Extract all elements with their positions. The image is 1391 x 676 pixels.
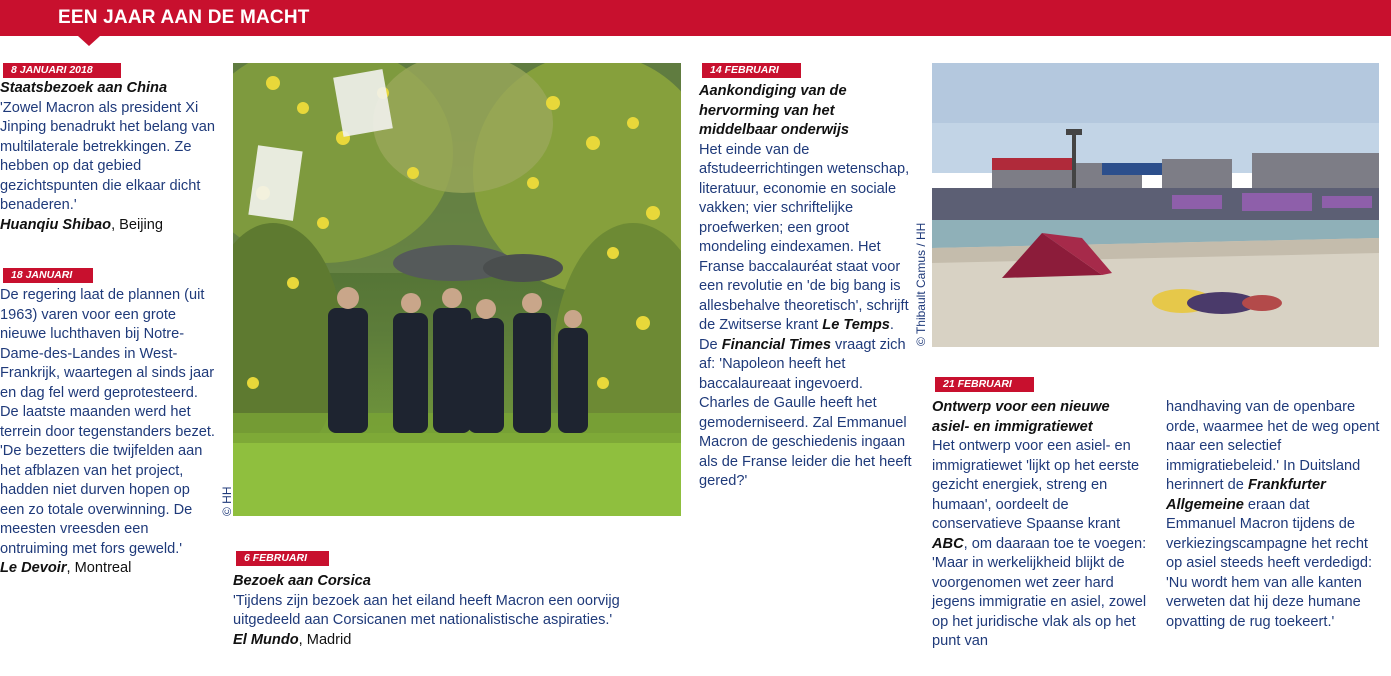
date-tag: 18 JANUARI [3, 268, 93, 283]
entry-source: Le Devoir [0, 560, 67, 576]
orchard-illustration [233, 63, 681, 516]
entry-heading: Staatsbezoek aan China [0, 80, 168, 96]
section-title: EEN JAAR AAN DE MACHT [58, 7, 310, 28]
entry-body: 'Tijdens zijn bezoek aan het eiland heeft Macron een oorvijg uitgedeeld aan Corsicanen met nationalistische aspiraties.' [233, 592, 620, 628]
entry-body: 'Zowel Macron als president Xi Jinping benadrukt het belang van multilaterale betrekkingen. Ze hebben op dat gebied gezichtspunten die elkaar dicht benaderen.' [0, 99, 216, 213]
section-banner [0, 0, 1391, 36]
entry-source: Frankfurter Allgemeine [1166, 477, 1326, 513]
entry-place: , Madrid [298, 631, 352, 648]
entry-place: , Beijing [111, 216, 163, 233]
entry-china [0, 79, 215, 235]
date-tag: 21 FEBRUARI [935, 377, 1034, 392]
entry-source: El Mundo [233, 631, 299, 648]
photo-orchard [233, 63, 681, 516]
entry-source: Le Temps [822, 317, 890, 333]
entry-body: Het einde van de afstudeerrichtingen wetenschap, literatuur, economie en sociale vakken; vier schriftelijke proefwerken; een groot mondeling eindexamen. Het Franse baccalauréat staat voor een revolutie en 'de big bang is allesbehalve theoretisch', schrijft de Zwitserse krant [699, 141, 910, 333]
entry-body-connector: . De [699, 317, 894, 353]
photo-credit: © Thibault Camus / HH [914, 222, 928, 346]
entry-body: handhaving van de openbare orde, waarmee het de weg opent naar een selectief immigratiebeleid.' In Duitsland herinnert de [1166, 399, 1380, 493]
date-tag: 8 JANUARI 2018 [3, 63, 121, 78]
photo-credit: © HH [220, 486, 234, 516]
entry-education [699, 82, 915, 492]
entry-body: vraagt zich af: 'Napoleon heeft het baccalaureaat ingevoerd. Charles de Gaulle heeft het gemoderniseerd. Zal Emmanuel Macron de geschiedenis ingaan als de Franse leider die het heeft gered?' [699, 336, 912, 489]
entry-heading: Ontwerp voor een nieuwe asiel- en immigratiewet [932, 399, 1110, 435]
entry-source: Huanqiu Shibao [0, 216, 112, 233]
quay-illustration [932, 63, 1379, 347]
entry-body: De regering laat de plannen (uit 1963) varen voor een grote nieuwe luchthaven bij Notre-Dame-des-Landes in West-Frankrijk, waartegen al sinds jaar en dag fel werd geprotesteerd. De laatste maanden werd het terrein door tegenstanders bezet. 'De bezetters die twijfelden aan het afblazen van het project, hadden niet durven hopen op een zo totale overwinning. De meesten vreesden een ontruiming met fors geweld.' [0, 287, 215, 557]
entry-source: Financial Times [721, 336, 831, 353]
entry-place: , Montreal [66, 560, 132, 576]
entry-source: ABC [932, 535, 964, 552]
entry-body: Het ontwerp voor een asiel- en immigratiewet 'lijkt op het eerste gezicht energiek, streng en humaan', oordeelt de conservatieve Spaanse krant [932, 438, 1140, 532]
entry-body: eraan dat Emmanuel Macron tijdens de verkiezingscampagne het recht op asiel steeds heeft verdedigd: 'Nu wordt hem van alle kanten verweten dat hij deze humane opvatting de rug toekeert.' [1166, 496, 1373, 630]
entry-asylum-col1 [932, 398, 1148, 652]
entry-asylum-col2 [1166, 398, 1380, 632]
entry-heading: Bezoek aan Corsica [233, 573, 371, 589]
entry-body: , om daaraan toe te voegen: 'Maar in werkelijkheid blijkt de voorgenomen wet zeer hard jegens immigratie en asiel, zowel op het juridische vlak als op het punt van [932, 535, 1147, 649]
banner-pointer [78, 36, 100, 46]
date-tag: 6 FEBRUARI [236, 551, 329, 566]
photo-tent-quay [932, 63, 1379, 347]
entry-corsica [233, 572, 673, 650]
entry-airport [0, 286, 215, 579]
entry-heading: Aankondiging van de hervorming van het middelbaar onderwijs [699, 83, 850, 138]
date-tag: 14 FEBRUARI [702, 63, 801, 78]
